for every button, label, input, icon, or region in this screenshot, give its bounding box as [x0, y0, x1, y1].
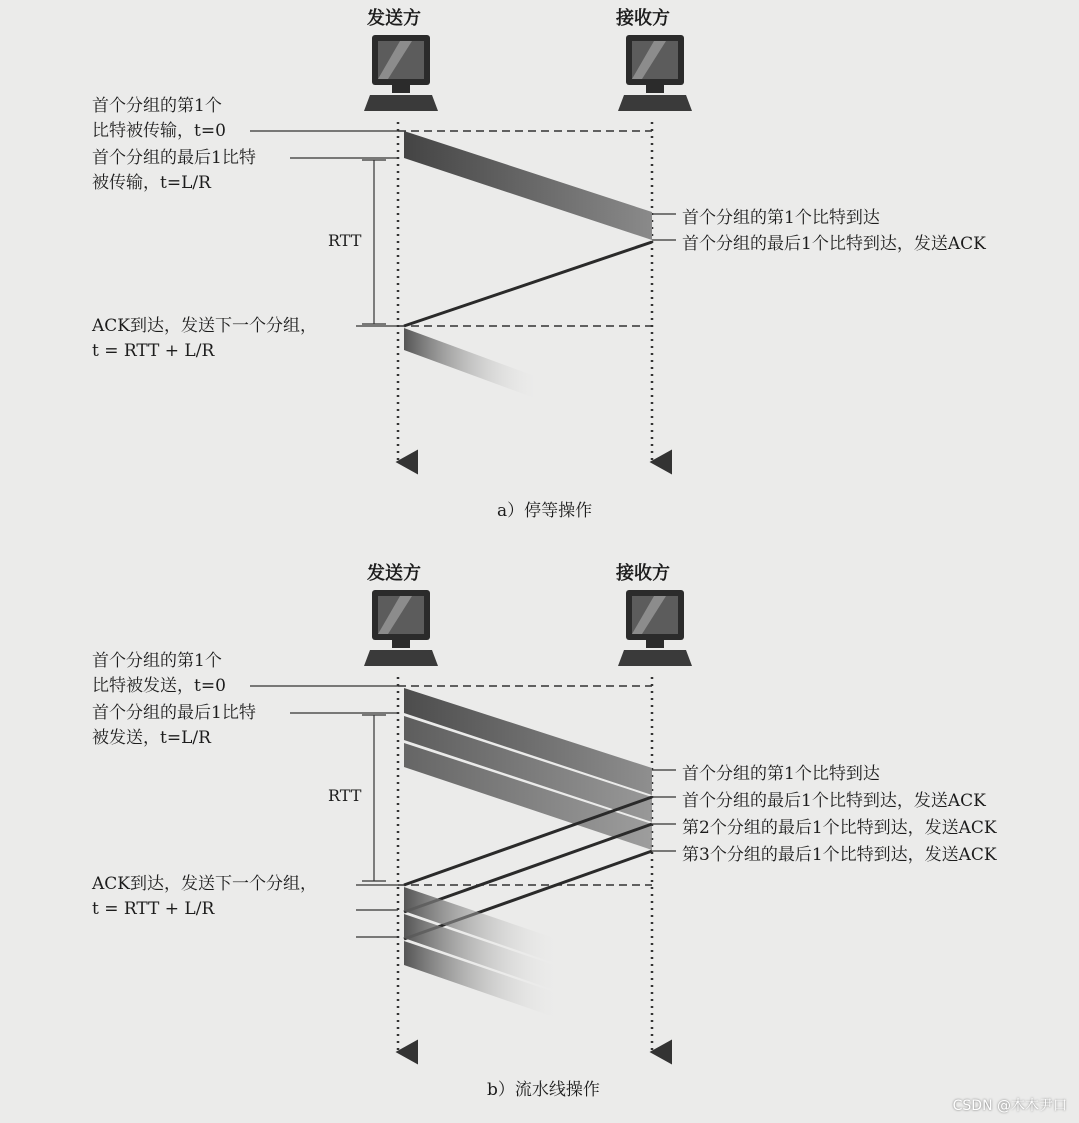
watermark: CSDN @木木尹口	[952, 1098, 1067, 1114]
first-bit-tx-line2-a: 比特被传输，t=0	[92, 121, 226, 141]
sender-title-a: 发送方	[367, 8, 421, 29]
diagram-a	[250, 122, 676, 462]
packet-band-a	[404, 131, 652, 240]
sender-computer-icon-b	[362, 588, 442, 668]
receiver-computer-icon-b	[616, 588, 696, 668]
ack-label-b1: 首个分组的第1个比特到达	[682, 764, 880, 784]
receiver-title-b: 接收方	[616, 563, 670, 584]
rtt-label-b: RTT	[328, 786, 362, 805]
diagram-b	[250, 677, 676, 1052]
last-bit-tx-line1-b: 首个分组的最后1比特	[92, 703, 256, 723]
last-bit-arrive-a: 首个分组的最后1个比特到达，发送ACK	[682, 234, 986, 254]
ack-arrive-line1-b: ACK到达，发送下一个分组，	[92, 874, 317, 894]
caption-a: a）停等操作	[497, 501, 593, 521]
ack-line-b1	[404, 797, 652, 885]
rtt-label-a: RTT	[328, 231, 362, 250]
ack-arrive-line2-b: t = RTT + L/R	[92, 899, 215, 919]
ack-arrive-line2-a: t = RTT + L/R	[92, 341, 215, 361]
last-bit-tx-line2-b: 被发送，t=L/R	[92, 728, 211, 748]
ack-label-b3: 第2个分组的最后1个比特到达，发送ACK	[682, 818, 997, 838]
sender-title-b: 发送方	[367, 563, 421, 584]
first-bit-arrive-a: 首个分组的第1个比特到达	[682, 208, 880, 228]
first-bit-tx-line2-b: 比特被发送，t=0	[92, 676, 226, 696]
sender-computer-icon-a	[362, 33, 442, 113]
ack-arrive-line1-a: ACK到达，发送下一个分组，	[92, 316, 317, 336]
ack-label-b4: 第3个分组的最后1个比特到达，发送ACK	[682, 845, 997, 865]
receiver-title-a: 接收方	[616, 8, 670, 29]
next-packet-band-a	[404, 328, 540, 400]
ack-line-b2	[404, 824, 652, 912]
ack-label-b2: 首个分组的最后1个比特到达，发送ACK	[682, 791, 986, 811]
first-bit-tx-line1-a: 首个分组的第1个	[92, 96, 222, 116]
receiver-computer-icon-a	[616, 33, 696, 113]
last-bit-tx-line1-a: 首个分组的最后1比特	[92, 148, 256, 168]
ack-line-a	[404, 242, 652, 326]
caption-b: b）流水线操作	[487, 1080, 600, 1100]
first-bit-tx-line1-b: 首个分组的第1个	[92, 651, 222, 671]
ack-line-b3	[404, 851, 652, 939]
last-bit-tx-line2-a: 被传输，t=L/R	[92, 173, 211, 193]
